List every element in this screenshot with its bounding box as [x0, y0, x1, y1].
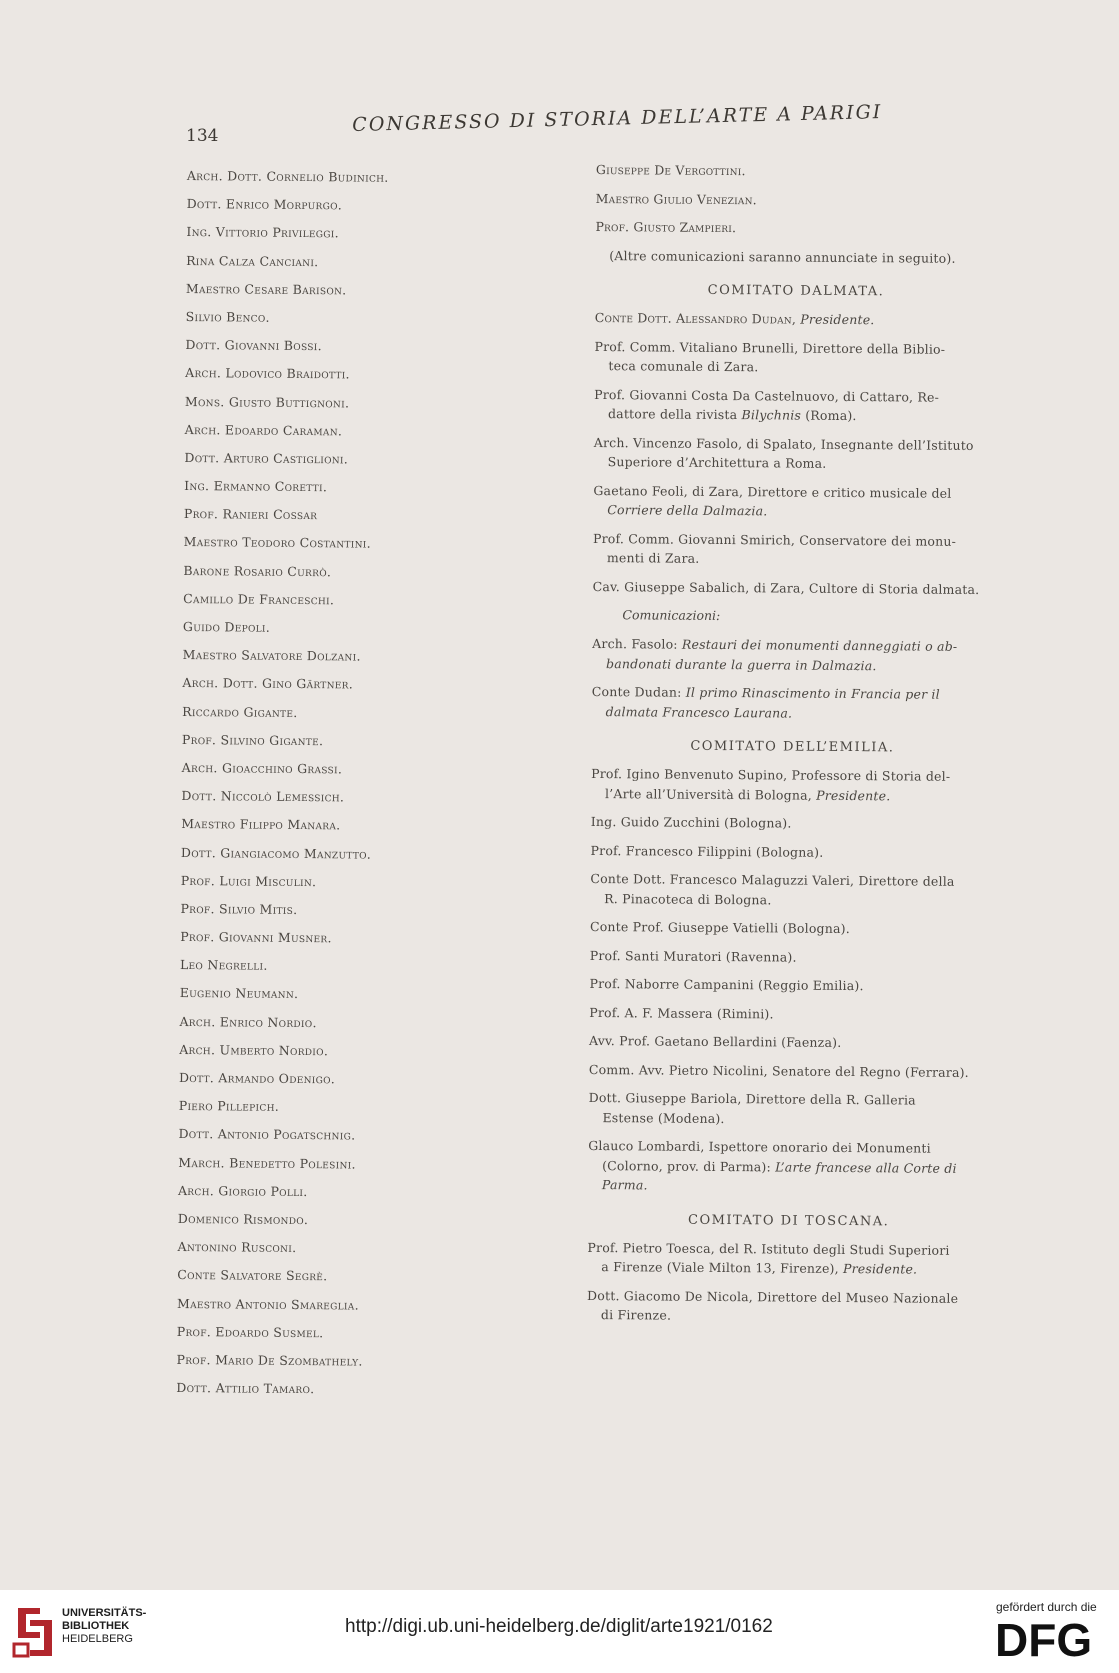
dfg-logo-icon	[995, 1618, 1105, 1662]
member-entry-line: teca comunale di Zara.	[608, 358, 759, 375]
running-head: CONGRESSO DI STORIA DELL’ARTE A PARIGI	[352, 101, 883, 136]
member-entry: Dott. Antonio Pogatschnig.	[178, 1126, 356, 1143]
section-heading-toscana: COMITATO DI TOSCANA.	[687, 1212, 890, 1229]
member-entry: Maestro Teodoro Costantini.	[183, 534, 371, 552]
member-entry-line: Conte Dott. Francesco Malaguzzi Valeri, Direttore della	[590, 870, 955, 889]
member-entry: Conte Salvatore Segrè.	[177, 1267, 328, 1284]
member-entry: March. Benedetto Polesini.	[178, 1154, 356, 1172]
member-entry: Dott. Armando Odenigo.	[178, 1069, 336, 1087]
communication-title: dalmata Francesco Laurana.	[605, 703, 793, 721]
member-entry: Arch. Enrico Nordio.	[179, 1013, 317, 1030]
communication-entry	[592, 634, 994, 657]
member-entry-line: Cav. Giuseppe Sabalich, di Zara, Cultore di Storia dalmata.	[592, 578, 980, 597]
right-column	[587, 160, 998, 1328]
page-number: 134	[186, 126, 219, 146]
member-entry-line: Prof. Igino Benvenuto Supino, Professore di Storia del-	[591, 765, 951, 784]
member-entry: Prof. Giovanni Musner.	[180, 929, 332, 946]
member-entry: Eugenio Neumann.	[179, 985, 299, 1002]
member-entry-line: Gaetano Feoli, di Zara, Direttore e critico musicale del	[593, 482, 952, 501]
entry-text: Conte Dott. Alessandro Dudan,	[594, 309, 797, 327]
member-entry: Domenico Rismondo.	[177, 1210, 309, 1228]
member-entry: Prof. Edoardo Susmel.	[176, 1323, 324, 1340]
member-entry: Maestro Giulio Venezian.	[595, 190, 757, 207]
member-entry	[595, 308, 997, 331]
entry-text: l’Arte all’Università di Bologna,	[604, 785, 813, 803]
communication-title: Il primo Rinascimento in Francia per il	[685, 684, 940, 702]
permalink-url[interactable]: http://digi.ub.uni-heidelberg.de/diglit/arte1921/0162	[345, 1616, 773, 1637]
member-entry: Arch. Edoardo Caraman.	[184, 421, 343, 439]
member-entry: Antonino Rusconi.	[177, 1239, 297, 1256]
member-entry-line: Estense (Modena).	[602, 1109, 725, 1126]
member-entry: Maestro Cesare Barison.	[185, 280, 347, 298]
member-entry: Maestro Antonio Smareglia.	[176, 1295, 359, 1313]
member-entry: Leo Negrelli.	[179, 957, 268, 973]
communication-title: Restauri dei monumenti danneggiati o ab-	[681, 636, 958, 654]
member-entry: Arch. Dott. Gino Gärtner.	[182, 675, 354, 692]
entry-text: a Firenze (Viale Milton 13, Firenze),	[601, 1259, 839, 1276]
communication-title: Parma.	[601, 1177, 648, 1193]
member-entry-line: Superiore d’Architettura a Roma.	[607, 454, 827, 471]
member-entry-line: R. Pinacoteca di Bologna.	[604, 890, 772, 907]
library-line: UNIVERSITÄTS-	[62, 1607, 147, 1619]
member-entry: Maestro Salvatore Dolzani.	[182, 647, 361, 664]
member-entry: Prof. Santi Muratori (Ravenna).	[589, 947, 797, 965]
entry-text: (Colorno, prov. di Parma):	[602, 1157, 772, 1174]
member-entry-line: menti di Zara.	[606, 550, 700, 566]
note-line: (Altre comunicazioni saranno annunciate in seguito).	[609, 247, 956, 266]
member-entry-line	[591, 783, 993, 806]
member-entry: Arch. Dott. Cornelio Budinich.	[186, 167, 389, 185]
funding-label: gefördert durch die	[996, 1600, 1097, 1614]
member-entry-line: Corriere della Dalmazia.	[607, 502, 768, 519]
member-entry: Arch. Gioacchino Grassi.	[181, 759, 343, 777]
member-entry: Prof. Luigi Misculin.	[180, 872, 317, 889]
entry-text: Arch. Fasolo:	[592, 635, 678, 652]
section-heading-emilia: COMITATO DELL’EMILIA.	[690, 738, 895, 756]
member-entry-line: Prof. Comm. Vitaliano Brunelli, Direttore della Biblio-	[594, 338, 946, 357]
member-entry: Mons. Giusto Buttignoni.	[184, 393, 350, 410]
member-entry: Dott. Attilio Tamaro.	[176, 1380, 315, 1397]
member-entry-line: Prof. Giovanni Costa Da Castelnuovo, di Cattaro, Re-	[594, 386, 940, 405]
member-entry: Prof. Francesco Filippini (Bologna).	[590, 842, 824, 860]
journal-title: Bilychnis	[741, 407, 802, 423]
member-entry: Prof. Ranieri Cossar	[183, 506, 318, 523]
member-entry: Prof. Naborre Campanini (Reggio Emilia).	[589, 975, 864, 994]
library-line: HEIDELBERG	[62, 1633, 133, 1645]
member-entry-line: Dott. Giuseppe Bariola, Direttore della R. Galleria	[588, 1089, 916, 1108]
member-entry: Ing. Vittorio Privileggi.	[186, 224, 339, 241]
member-entry: Prof. Silvio Mitis.	[180, 900, 298, 917]
member-entry-line: Prof. Comm. Giovanni Smirich, Conservatore dei monu-	[592, 530, 957, 549]
member-entry: Dott. Giangiacomo Manzutto.	[180, 844, 372, 862]
left-column-member-list	[176, 162, 567, 1406]
member-entry: Ing. Ermanno Coretti.	[184, 478, 328, 495]
member-entry: Arch. Giorgio Polli.	[177, 1182, 308, 1199]
member-entry: Piero Pillepich.	[178, 1098, 280, 1115]
member-entry: Prof. A. F. Massera (Rimini).	[589, 1004, 774, 1021]
communications-subheading: Comunicazioni:	[622, 607, 721, 623]
entry-role: Presidente.	[816, 787, 891, 803]
member-entry-line: Dott. Giacomo De Nicola, Direttore del Museo Nazionale	[587, 1287, 959, 1306]
university-library-logo-icon	[10, 1604, 56, 1660]
member-entry: Camillo De Franceschi.	[183, 590, 335, 608]
member-entry-line: Glauco Lombardi, Ispettore onorario dei Monumenti	[588, 1137, 931, 1156]
member-entry: Arch. Lodovico Braidotti.	[185, 365, 350, 382]
member-entry-line: Arch. Vincenzo Fasolo, di Spalato, Insegnante dell’Istituto	[593, 434, 974, 453]
member-entry: Prof. Giusto Zampieri.	[595, 218, 737, 236]
member-entry-line: Prof. Pietro Toesca, del R. Istituto degli Studi Superiori	[587, 1239, 950, 1258]
member-entry: Arch. Umberto Nordio.	[179, 1041, 329, 1059]
member-entry: Dott. Arturo Castiglioni.	[184, 449, 349, 467]
member-entry: Giuseppe De Vergottini.	[595, 161, 746, 179]
member-entry: Barone Rosario Currò.	[183, 562, 332, 579]
member-entry: Ing. Guido Zucchini (Bologna).	[590, 813, 792, 831]
dfg-logo-text: DFG	[995, 1618, 1093, 1662]
member-entry-line	[588, 1155, 990, 1178]
member-entry-line	[594, 404, 996, 427]
member-entry: Prof. Silvino Gigante.	[181, 731, 324, 748]
entry-text: dattore della rivista	[607, 406, 738, 423]
member-entry: Rina Calza Canciani.	[186, 252, 319, 269]
communication-title: bandonati durante la guerra in Dalmazia.	[605, 655, 877, 673]
member-entry: Silvio Benco.	[185, 308, 270, 325]
member-entry: Dott. Giovanni Bossi.	[185, 337, 322, 354]
entry-role: Presidente.	[842, 1260, 918, 1277]
member-entry: Conte Prof. Giuseppe Vatielli (Bologna).	[589, 918, 851, 937]
member-entry: Riccardo Gigante.	[182, 703, 298, 720]
member-entry: Dott. Niccolò Lemessich.	[181, 788, 345, 805]
member-entry: Dott. Enrico Morpurgo.	[186, 196, 343, 213]
entry-text: (Roma).	[805, 407, 857, 424]
member-entry: Avv. Prof. Gaetano Bellardini (Faenza).	[589, 1032, 842, 1050]
communication-entry	[592, 682, 994, 705]
entry-text: Conte Dudan:	[591, 683, 682, 700]
library-name	[62, 1607, 146, 1646]
member-entry-line: di Firenze.	[600, 1307, 672, 1323]
library-line: BIBLIOTHEK	[62, 1620, 130, 1632]
communication-title: L’arte francese alla Corte di	[775, 1158, 957, 1176]
footer-bar	[0, 1590, 1119, 1673]
member-entry: Comm. Avv. Pietro Nicolini, Senatore del Regno (Ferrara).	[588, 1061, 969, 1080]
member-entry: Guido Depoli.	[182, 618, 271, 635]
member-entry: Prof. Mario De Szombathely.	[176, 1351, 363, 1369]
entry-role: Presidente.	[800, 311, 875, 328]
section-heading-dalmata: COMITATO DALMATA.	[707, 282, 885, 300]
member-entry: Maestro Filippo Manara.	[181, 816, 341, 833]
member-entry-line	[587, 1257, 989, 1280]
